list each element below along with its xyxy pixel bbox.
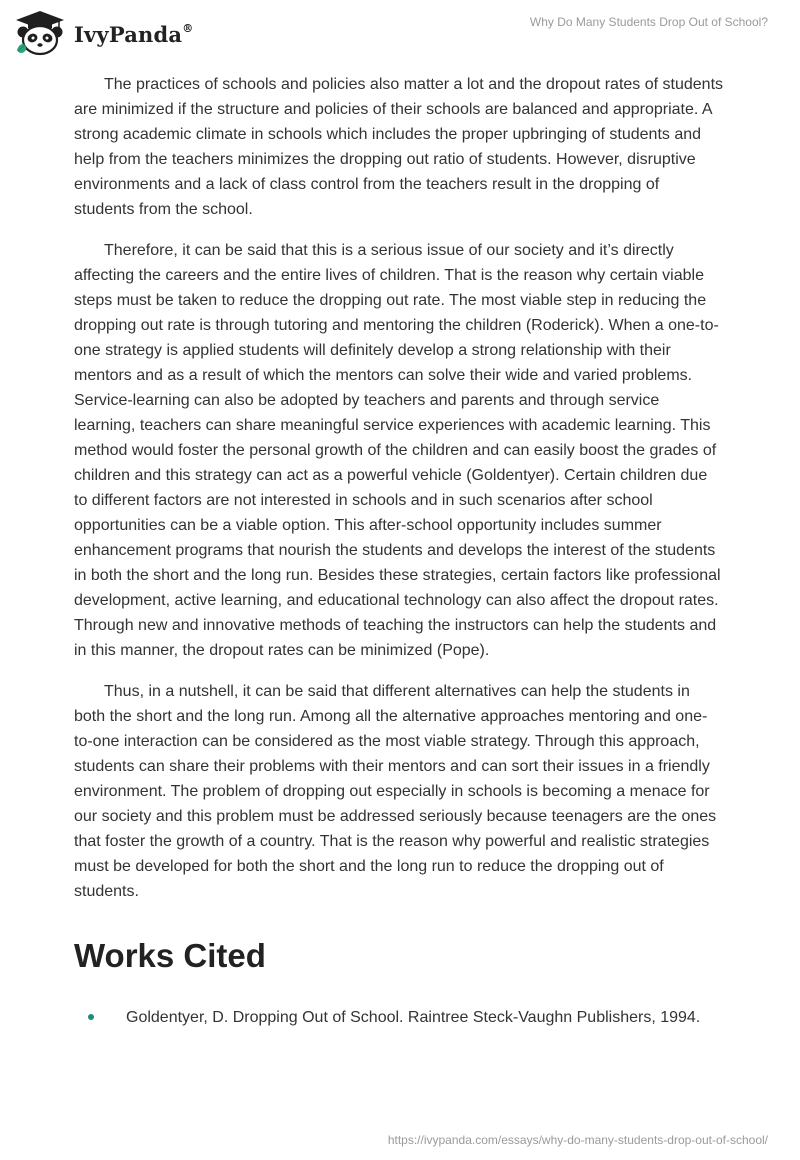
works-cited-heading: Works Cited <box>74 937 266 974</box>
citation-text: Goldentyer, D. Dropping Out of School. Raintree Steck-Vaughn Publishers, 1994. <box>126 1009 701 1026</box>
panda-graduate-logo-icon <box>14 10 66 56</box>
bullet-icon <box>88 1014 94 1020</box>
document-title: Why Do Many Students Drop Out of School? <box>529 15 768 29</box>
paragraph: Thus, in a nutshell, it can be said that different alternatives can help the students in both the short and the long run. Among all the alternative approaches mentoring and one-to-one interaction can be considered as the most viable strategy. Through this approach, students can share their problems with their mentors and can sort their issues in a friendly environment. The problem of dropping out especially in schools is becoming a menace for our society and this problem must be addressed seriously because teenagers are the ones that foster the growth of a country. That is the reason why powerful and realistic strategies must be developed for both the short and the long run to reduce the dropping out of students. <box>74 683 717 900</box>
works-cited-list <box>88 1005 718 1030</box>
ivypanda-logo[interactable] <box>14 10 193 56</box>
essay-body <box>74 72 724 920</box>
brand-name: IvyPanda® <box>74 21 194 47</box>
citation-item <box>88 1005 718 1030</box>
source-url[interactable]: https://ivypanda.com/essays/why-do-many-students-drop-out-of-school/ <box>387 1133 768 1147</box>
paragraph: The practices of schools and policies also matter a lot and the dropout rates of students are minimized if the structure and policies of their schools are balanced and appropriate. A strong academic climate in schools which includes the proper upbringing of students and help from the teachers minimizes the dropping out ratio of students. However, disruptive environments and a lack of class control from the teachers result in the dropping of students from the school. <box>74 76 724 218</box>
paragraph: Therefore, it can be said that this is a serious issue of our society and it’s directly affecting the careers and the entire lives of children. That is the reason why certain viable steps must be taken to reduce the dropping out rate. The most viable step in reducing the dropping out rate is through tutoring and mentoring the children (Roderick). When a one-to-one strategy is applied students will definitely develop a strong relationship with their mentors and as a result of which the mentors can solve their wide and varied problems. Service-learning can also be adopted by teachers and parents and through service learning, teachers can share meaningful service experiences with academic learning. This method would foster the personal growth of the children and can easily boost the grades of children and this strategy can act as a powerful vehicle (Goldentyer). Certain children due to different factors are not interested in schools and in such scenarios after school opportunities can be a viable option. This after-school opportunity includes summer enhancement programs that nourish the students and develops the interest of the students in both the short and the long run. Besides these strategies, certain factors like professional development, active learning, and educational technology can also affect the dropout rates. Through new and innovative methods of teaching the instructors can help the students and in this manner, the dropout rates can be minimized (Pope). <box>74 242 721 659</box>
page-header <box>0 0 800 64</box>
